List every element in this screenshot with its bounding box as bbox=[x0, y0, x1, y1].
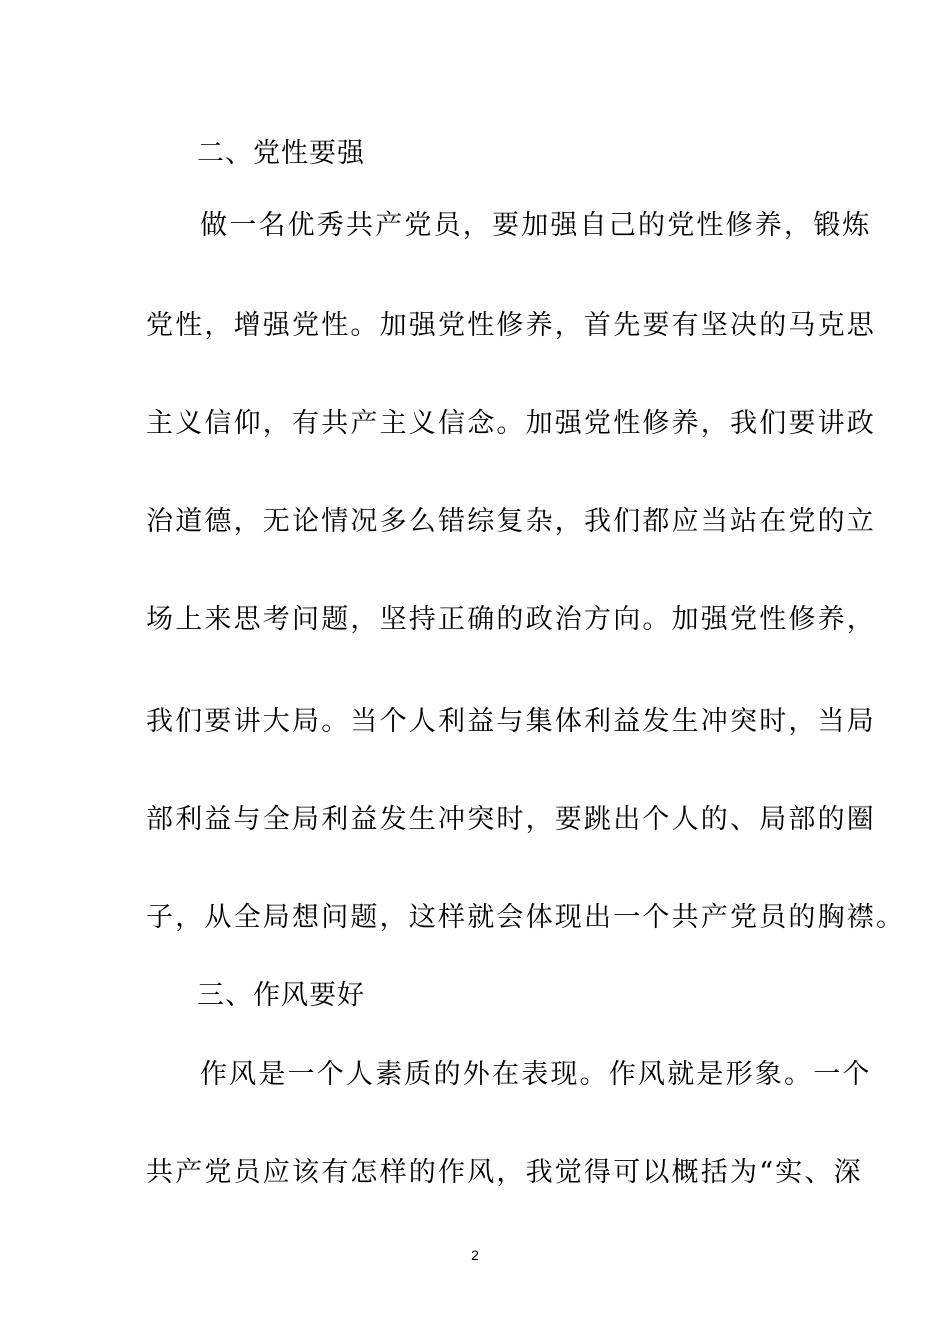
paragraph-line: 我们要讲大局。当个人利益与集体利益发生冲突时，当局 bbox=[146, 706, 876, 737]
page-number: 2 bbox=[471, 1247, 479, 1263]
paragraph-line: 主义信仰，有共产主义信念。加强党性修养，我们要讲政 bbox=[146, 408, 876, 439]
paragraph-line: 共产党员应该有怎样的作风，我觉得可以概括为“实、深 bbox=[146, 1157, 863, 1188]
paragraph-line: 子，从全局想问题，这样就会体现出一个共产党员的胸襟。 bbox=[146, 902, 906, 933]
section-heading: 三、作风要好 bbox=[197, 980, 365, 1011]
paragraph-line: 场上来思考问题，坚持正确的政治方向。加强党性修养， bbox=[146, 604, 876, 635]
paragraph-line: 党性，增强党性。加强党性修养，首先要有坚决的马克思 bbox=[146, 310, 876, 341]
section-heading: 二、党性要强 bbox=[197, 138, 365, 169]
paragraph-line: 部利益与全局利益发生冲突时，要跳出个人的、局部的圈 bbox=[146, 804, 876, 835]
paragraph-line: 治道德，无论情况多么错综复杂，我们都应当站在党的立 bbox=[146, 506, 876, 537]
paragraph-line: 做一名优秀共产党员，要加强自己的党性修养，锻炼 bbox=[200, 210, 872, 241]
paragraph-line: 作风是一个人素质的外在表现。作风就是形象。一个 bbox=[200, 1059, 872, 1090]
